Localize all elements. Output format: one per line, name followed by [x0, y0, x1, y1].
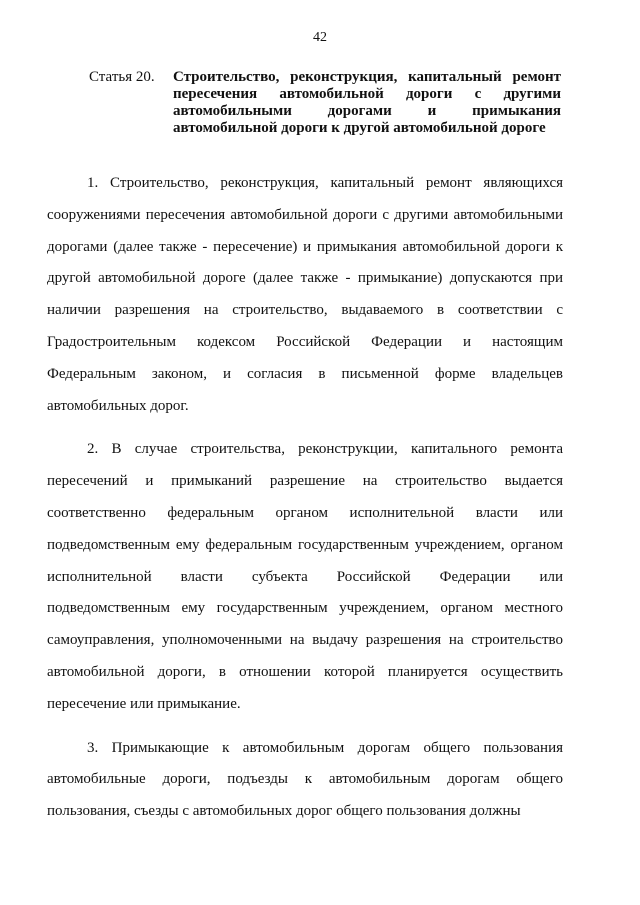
article-body	[47, 168, 563, 840]
article-title: Строительство, реконструкция, капитальный ремонт пересечения автомобильной дороги с другими автомобильными дорогами и примыкания автомобильной дороги к другой автомобильной дороге	[173, 69, 561, 136]
article-label: Статья 20.	[89, 69, 155, 85]
page-number: 42	[313, 30, 327, 45]
paragraph-2: 2. В случае строительства, реконструкции, капитального ремонта пересечений и примыканий разрешение на строительство выдается соответственно федеральным органом исполнительной власти или подведомственным ему федеральным государственным учреждением, органом исполнительной власти субъекта Российской Федерации или подведомственным ему государственным учреждением, органом местного самоуправления, уполномоченными на выдачу разрешения на строительство автомобильной дороги, в отношении которой планируется осуществить пересечение или примыкание.	[47, 441, 563, 712]
paragraph-3: 3. Примыкающие к автомобильным дорогам общего пользования автомобильные дороги, подъезды к автомобильным дорогам общего пользования, съезды с автомобильных дорог общего пользования должны	[47, 739, 563, 820]
paragraph-1: 1. Строительство, реконструкция, капитальный ремонт являющихся сооружениями пересечения автомобильной дороги с другими автомобильными дорогами (далее также - пересечение) и примыкания автомобильной дороги к другой автомобильной дороге (далее также - примыкание) допускаются при наличии разрешения на строительство, выдаваемого в соответствии с Градостроительным кодексом Российской Федерации и настоящим Федеральным законом, и согласия в письменной форме владельцев автомобильных дорог.	[47, 175, 563, 414]
article-header	[89, 69, 561, 137]
